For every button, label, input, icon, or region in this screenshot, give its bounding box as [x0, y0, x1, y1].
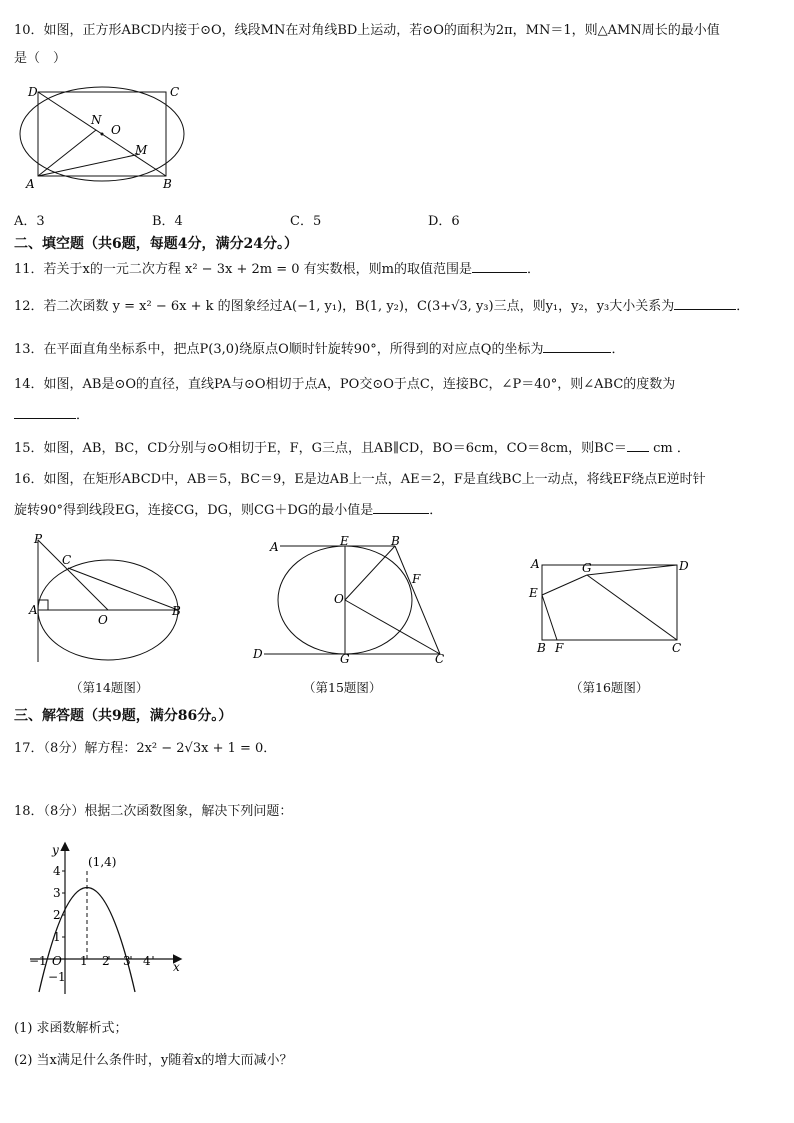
fig15-caption: （第15题图） [303, 680, 382, 695]
fig16-caption: （第16题图） [570, 680, 649, 695]
fig15-label-O: O [334, 592, 344, 606]
q10-label-D: D [28, 85, 38, 99]
q18-ytick-1: 1 [53, 930, 61, 944]
fig16 [525, 555, 700, 659]
q11-end: ． [526, 262, 540, 277]
q10-line1: 10．如图，正方形ABCD内接于⊙O，线段MN在对角线BD上运动，若⊙O的面积为2π，MN＝1，则△AMN周长的最小值 [14, 23, 720, 38]
q10-label-O: O [111, 123, 121, 137]
fig15-label-D: D [253, 647, 263, 661]
q18-xtick-3: 3 [123, 954, 131, 968]
fig16-label-A: A [531, 557, 540, 571]
q14-line1: 14．如图，AB是⊙O的直径，直线PA与⊙O相切于点A，PO交⊙O于点C，连接BC，∠P＝40°，则∠ABC的度数为 [14, 377, 676, 392]
q10-option-a: A．3 [14, 214, 45, 229]
q10-label-C: C [170, 85, 180, 99]
q18-vertex-label: (1,4) [88, 855, 117, 869]
q10-label-M: M [135, 143, 148, 157]
q11-text: 11．若关于x的一元二次方程 x² − 3x + 2m = 0 有实数根，则m的取值范围是 [14, 262, 472, 277]
fig15-label-F: F [412, 572, 421, 586]
q10-option-b: B．4 [152, 214, 183, 229]
q10-option-c: C．5 [290, 214, 322, 229]
q13 [14, 340, 780, 359]
q15-unit: cm [653, 441, 673, 456]
q14-end: ． [76, 408, 90, 423]
fig14 [26, 530, 196, 674]
q18-ytick-3: 3 [53, 886, 61, 900]
q15-text: 15．如图，AB，BC，CD分别与⊙O相切于E，F，G三点，且AB∥CD，BO＝6cm，CO＝8cm，则BC＝ [14, 441, 627, 456]
q18-y-label: y [52, 843, 59, 857]
fig16-label-E: E [529, 586, 538, 600]
q17: 17．（8分）解方程：2x² − 2√3x + 1 = 0． [14, 741, 277, 756]
q13-end: ． [611, 342, 625, 357]
q13-text: 13．在平面直角坐标系中，把点P(3,0)绕原点O顺时针旋转90°，所得到的对应点Q的坐标为 [14, 342, 544, 357]
q10-option-d: D．6 [428, 214, 460, 229]
fig16-label-F: F [555, 641, 564, 655]
fig14-label-P: P [34, 532, 43, 546]
q10-label-A: A [26, 177, 35, 191]
fig14-caption: （第14题图） [70, 680, 149, 695]
q18-xtick-neg1: −1 [29, 954, 47, 968]
q18-graph [22, 840, 192, 1004]
q15 [14, 439, 780, 458]
q10-figure [14, 84, 189, 200]
q18-xtick-2: 2 [102, 954, 110, 968]
q12-blank [674, 297, 736, 310]
q12 [14, 297, 780, 316]
q10-label-B: B [163, 177, 172, 191]
q18-xtick-4: 4 [143, 954, 151, 968]
fig14-label-A: A [29, 603, 38, 617]
fig16-label-D: D [679, 559, 689, 573]
q18-sub1: (1) 求函数解析式； [14, 1021, 128, 1036]
fig15-label-C: C [435, 652, 445, 665]
q16-blank [373, 501, 429, 514]
q16-line2 [14, 501, 780, 520]
fig15-label-E: E [340, 535, 349, 548]
fig16-label-C: C [672, 641, 682, 655]
q10-line2: 是（ ） [14, 51, 67, 66]
q18-ytick-2: 2 [53, 908, 61, 922]
q16-end: ． [429, 503, 443, 518]
fig15-label-A: A [270, 540, 279, 554]
q18-xtick-1: 1 [80, 954, 88, 968]
q11 [14, 260, 780, 279]
q18-x-label: x [173, 960, 180, 974]
q11-blank [472, 260, 527, 273]
q18-sub2: (2) 当x满足什么条件时，y随着x的增大而减小？ [14, 1053, 293, 1068]
fig16-label-G: G [582, 561, 592, 575]
q14-line2 [14, 406, 780, 425]
q18-origin: O [52, 954, 62, 968]
section-3-heading: 三、解答题（共9题，满分86分。） [14, 708, 233, 724]
q15-blank [627, 439, 649, 452]
fig14-label-B: B [172, 604, 181, 618]
fig16-label-B: B [537, 641, 546, 655]
fig14-label-C: C [62, 553, 72, 567]
q16-line1: 16．如图，在矩形ABCD中，AB＝5，BC＝9，E是边AB上一点，AE＝2，F是直线BC上一动点，将线EF绕点E逆时针 [14, 472, 706, 487]
q12-end: ． [736, 299, 750, 314]
fig15 [250, 535, 450, 669]
fig14-label-O: O [98, 613, 108, 627]
q13-blank [543, 340, 611, 353]
q12-text: 12．若二次函数 y = x² − 6x + k 的图象经过A(−1, y₁)，B(1, y₂)，C(3+√3, y₃)三点，则y₁，y₂，y₃大小关系为 [14, 299, 675, 314]
q18: 18．（8分）根据二次函数图象，解决下列问题： [14, 804, 293, 819]
fig15-label-B: B [391, 535, 400, 548]
q15-end: ． [676, 441, 690, 456]
q16-line2-text: 旋转90°得到线段EG，连接CG，DG，则CG＋DG的最小值是 [14, 503, 374, 518]
section-2-heading: 二、填空题（共6题，每题4分，满分24分。） [14, 236, 298, 252]
q18-ytick-4: 4 [53, 864, 61, 878]
q18-ytick-neg1: −1 [48, 970, 66, 984]
q10-label-N: N [91, 113, 102, 127]
fig15-label-G: G [340, 652, 350, 665]
q14-blank [14, 406, 76, 419]
